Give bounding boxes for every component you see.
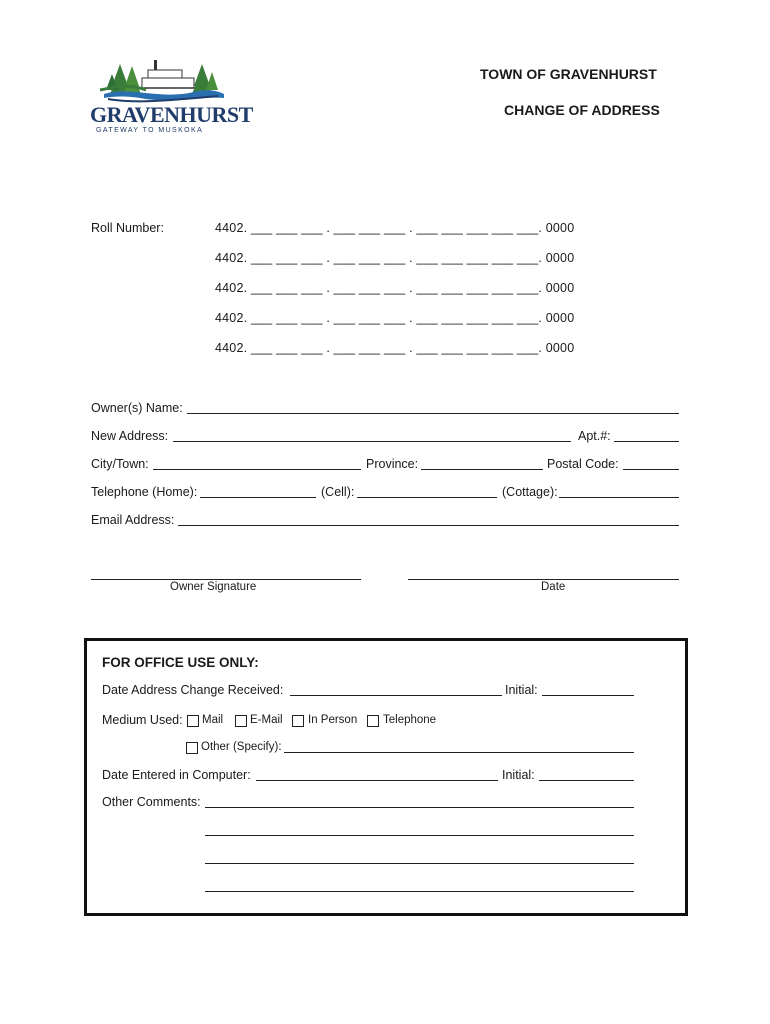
telephone-label: Telephone xyxy=(383,714,437,726)
roll-number-row[interactable]: 4402. ___ ___ ___ . ___ ___ ___ . ___ ___ ___ ___ ___. 0000 xyxy=(215,251,575,265)
roll-number-row[interactable]: 4402. ___ ___ ___ . ___ ___ ___ . ___ ___ ___ ___ ___. 0000 xyxy=(215,341,575,355)
telephone-home-field[interactable] xyxy=(200,497,316,498)
comments-field[interactable] xyxy=(205,891,634,892)
owner-signature-label: Owner Signature xyxy=(170,581,257,593)
roll-number-row[interactable]: 4402. ___ ___ ___ . ___ ___ ___ . ___ ___ ___ ___ ___. 0000 xyxy=(215,281,575,295)
office-use-title: FOR OFFICE USE ONLY: xyxy=(102,655,259,670)
date-received-field[interactable] xyxy=(290,695,502,696)
date-entered-label: Date Entered in Computer: xyxy=(102,768,251,782)
new-address-field[interactable] xyxy=(173,441,571,442)
email-label: Email Address: xyxy=(91,513,175,527)
roll-number-label: Roll Number: xyxy=(91,221,164,235)
signature-date-field[interactable] xyxy=(408,579,679,580)
comments-field[interactable] xyxy=(205,835,634,836)
mail-checkbox[interactable] xyxy=(187,715,199,727)
town-logo xyxy=(90,56,253,136)
other-checkbox[interactable] xyxy=(186,742,198,754)
cell-field[interactable] xyxy=(357,497,497,498)
owners-name-field[interactable] xyxy=(187,413,679,414)
province-label: Province: xyxy=(366,457,419,471)
signature-date-label: Date xyxy=(541,581,566,593)
province-field[interactable] xyxy=(421,469,543,470)
postal-code-label: Postal Code: xyxy=(547,457,619,471)
cottage-label: (Cottage): xyxy=(502,485,558,499)
telephone-home-label: Telephone (Home): xyxy=(91,485,198,499)
other-comments-label: Other Comments: xyxy=(102,795,201,809)
cottage-field[interactable] xyxy=(559,497,679,498)
telephone-checkbox[interactable] xyxy=(367,715,379,727)
owner-signature-field[interactable] xyxy=(91,579,361,580)
cell-label: (Cell): xyxy=(321,485,355,499)
other-specify-label: Other (Specify): xyxy=(201,741,282,753)
roll-number-row[interactable]: 4402. ___ ___ ___ . ___ ___ ___ . ___ ___ ___ ___ ___. 0000 xyxy=(215,221,575,235)
apt-field[interactable] xyxy=(614,441,679,442)
office-use-box xyxy=(84,638,688,916)
owners-name-label: Owner(s) Name: xyxy=(91,401,183,415)
medium-used-label: Medium Used: xyxy=(102,713,183,727)
initial-label: Initial: xyxy=(502,768,535,782)
roll-number-row[interactable]: 4402. ___ ___ ___ . ___ ___ ___ . ___ ___ ___ ___ ___. 0000 xyxy=(215,311,575,325)
initial-field[interactable] xyxy=(539,780,634,781)
city-field[interactable] xyxy=(153,469,361,470)
city-label: City/Town: xyxy=(91,457,149,471)
email-field[interactable] xyxy=(178,525,679,526)
new-address-label: New Address: xyxy=(91,429,169,443)
form-title: CHANGE OF ADDRESS xyxy=(504,102,660,118)
other-specify-field[interactable] xyxy=(284,752,634,753)
comments-field[interactable] xyxy=(205,807,634,808)
date-received-label: Date Address Change Received: xyxy=(102,683,284,697)
in-person-checkbox[interactable] xyxy=(292,715,304,727)
email-checkbox[interactable] xyxy=(235,715,247,727)
logo-name: GRAVENHURST xyxy=(90,102,253,127)
date-entered-field[interactable] xyxy=(256,780,498,781)
in-person-label: In Person xyxy=(308,714,358,726)
org-title: TOWN OF GRAVENHURST xyxy=(480,66,657,82)
comments-field[interactable] xyxy=(205,863,634,864)
mail-label: Mail xyxy=(202,714,224,726)
initial-label: Initial: xyxy=(505,683,538,697)
initial-field[interactable] xyxy=(542,695,634,696)
logo-tagline: GATEWAY TO MUSKOKA xyxy=(96,127,204,134)
postal-code-field[interactable] xyxy=(623,469,679,470)
email-option-label: E-Mail xyxy=(250,714,283,726)
apt-label: Apt.#: xyxy=(578,429,611,443)
